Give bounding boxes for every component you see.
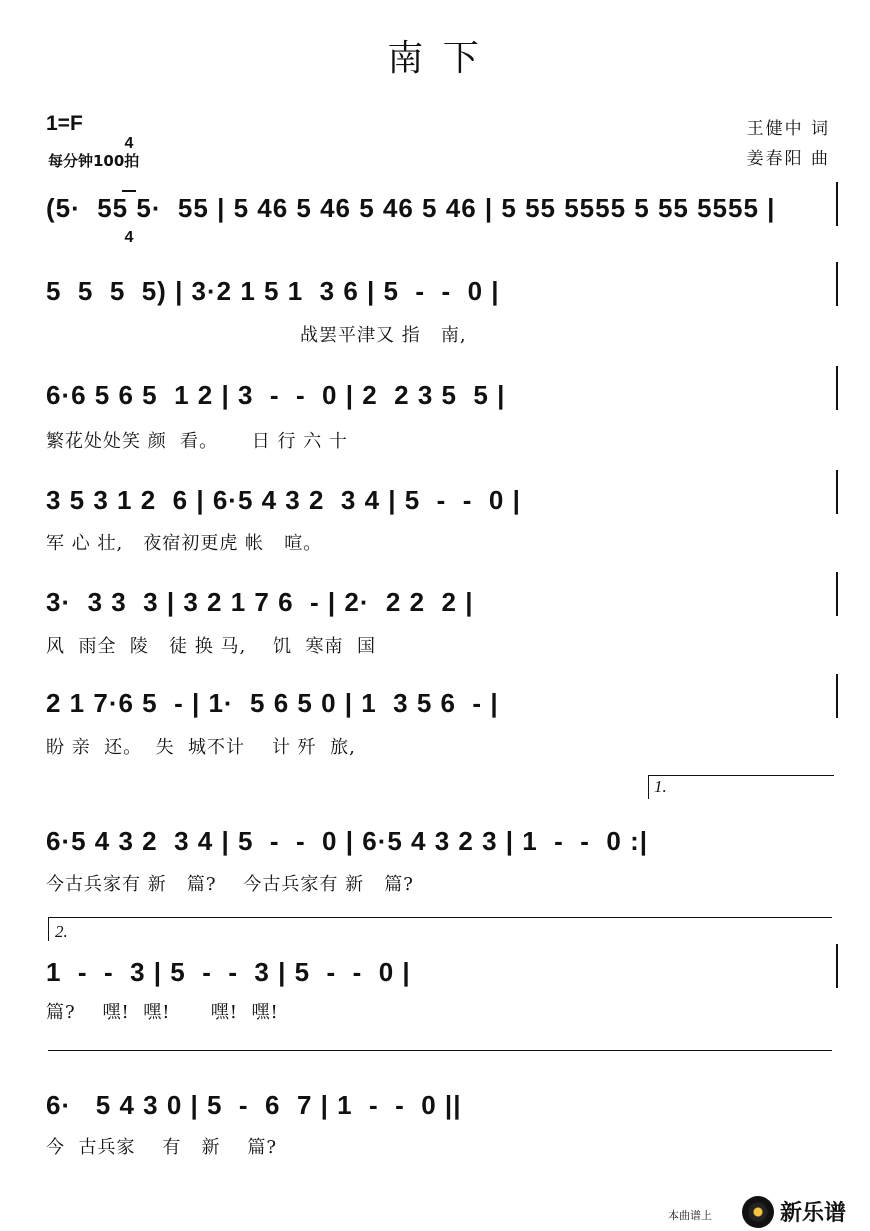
record-disc-icon — [742, 1196, 774, 1228]
lyric-row-3: 繁花处处笑 颜 看。 日 行 六 十 — [46, 431, 348, 452]
barline — [836, 944, 838, 988]
time-signature — [120, 99, 138, 283]
notation-row-9: 6· 5 4 3 0 | 5 - 6 7 | 1 - - 0 || — [46, 1090, 462, 1120]
lyric-row-8: 篇? 嘿! 嘿! 嘿! 嘿! — [46, 1002, 279, 1023]
lyric-row-6: 盼 亲 还。 失 城不计 计 歼 旅, — [46, 737, 356, 758]
lyric-row-2: 战罢平津又 指 南, — [300, 325, 467, 346]
section-rule — [48, 1050, 832, 1051]
key-signature: 1=F — [46, 112, 83, 135]
barline — [836, 366, 838, 410]
lyricist-credit: 王健中 词 — [746, 119, 830, 139]
notation-row-1: (5· 55 5· 55 | 5 46 5 46 5 46 5 46 | 5 55 5555 5 55 5555 | — [46, 193, 776, 223]
composer-credit: 姜春阳 曲 — [746, 149, 830, 169]
first-ending-bracket-left — [648, 775, 649, 799]
time-signature-divider — [122, 190, 136, 192]
lyric-row-9: 今 古兵家 有 新 篇? — [46, 1137, 278, 1158]
barline — [836, 674, 838, 718]
notation-row-6: 2 1 7·6 5 - | 1· 5 6 5 0 | 1 3 5 6 - | — [46, 688, 499, 718]
notation-row-3: 6·6 5 6 5 1 2 | 3 - - 0 | 2 2 3 5 5 | — [46, 380, 506, 410]
lyric-row-7: 今古兵家有 新 篇? 今古兵家有 新 篇? — [46, 874, 414, 895]
second-ending-label: 2. — [55, 922, 68, 941]
notation-row-2: 5 5 5 5) | 3·2 1 5 1 3 6 | 5 - - 0 | — [46, 276, 500, 306]
first-ending-bracket — [648, 775, 834, 776]
second-ending-bracket — [48, 917, 832, 918]
time-signature-bottom: 4 — [124, 229, 134, 246]
second-ending-bracket-left — [48, 917, 49, 941]
footer-caption: 本曲谱上 — [668, 1209, 712, 1222]
tempo-marking: 每分钟100拍 — [48, 152, 140, 170]
lyric-row-4: 军 心 壮, 夜宿初更虎 帐 喧。 — [46, 533, 323, 554]
notation-row-7: 6·5 4 3 2 3 4 | 5 - - 0 | 6·5 4 3 2 3 | 1 - - 0 :| — [46, 826, 649, 856]
song-title: 南 下 — [387, 38, 483, 79]
notation-row-4: 3 5 3 1 2 6 | 6·5 4 3 2 3 4 | 5 - - 0 | — [46, 485, 521, 515]
barline — [836, 572, 838, 616]
barline — [836, 470, 838, 514]
notation-row-5: 3· 3 3 3 | 3 2 1 7 6 - | 2· 2 2 2 | — [46, 587, 474, 617]
barline — [836, 262, 838, 306]
lyric-row-5: 风 雨全 陵 徒 换 马, 饥 寒南 国 — [46, 636, 376, 657]
first-ending-label: 1. — [654, 777, 667, 796]
notation-row-8: 1 - - 3 | 5 - - 3 | 5 - - 0 | — [46, 957, 411, 987]
time-signature-top: 4 — [124, 135, 134, 152]
barline — [836, 182, 838, 226]
footer-brand: 新乐谱 — [780, 1201, 847, 1226]
